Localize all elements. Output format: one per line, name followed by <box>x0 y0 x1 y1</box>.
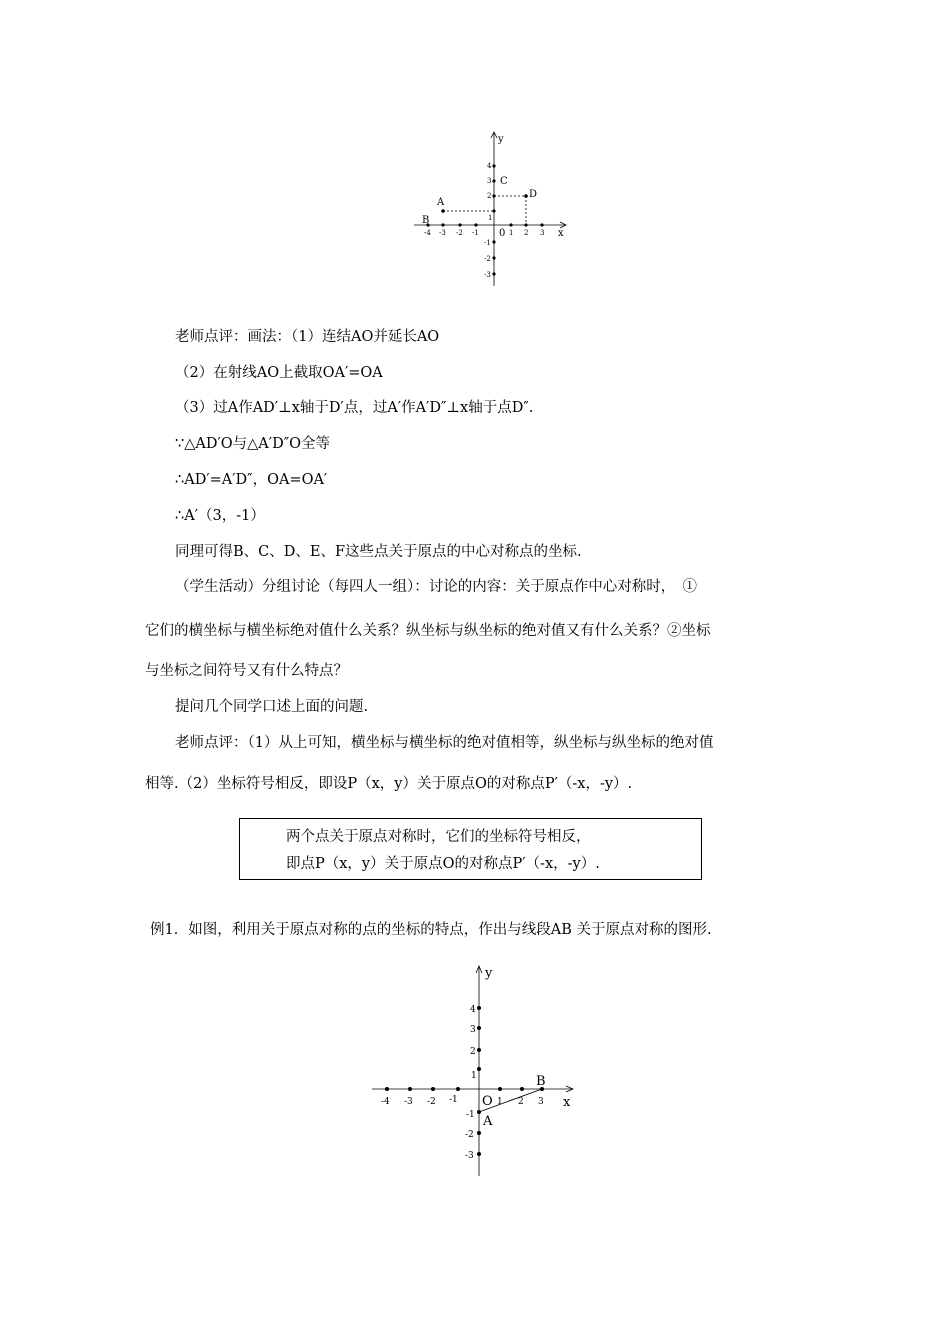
x-tick-dot <box>408 1087 412 1091</box>
x-tick-dot <box>540 223 543 226</box>
x-tick-dot <box>385 1087 389 1091</box>
x-tick-label: 3 <box>538 1097 544 1107</box>
y-tick-label: 1 <box>471 1071 477 1081</box>
x-tick-label: -3 <box>439 229 446 237</box>
y-tick-dot <box>492 164 495 167</box>
text-line: ∴A′（3，-1） <box>175 508 265 524</box>
y-tick-label: 2 <box>470 1047 476 1057</box>
point-label-b: B <box>422 215 430 226</box>
example-text: 例1．如图，利用关于原点对称的点的坐标的特点，作出与线段AB 关于原点对称的图形. <box>150 922 712 938</box>
x-tick-label: 3 <box>540 229 545 237</box>
x-tick-dot <box>520 1087 524 1091</box>
x-tick-label: -3 <box>404 1097 413 1107</box>
y-tick-dot <box>477 1152 481 1156</box>
text-line: 老师点评：画法：（1）连结AO并延长AO <box>175 329 440 345</box>
y-tick-label: 4 <box>470 1005 476 1015</box>
y-tick-dot <box>477 1131 481 1135</box>
x-axis-label: x <box>563 1095 571 1110</box>
text-line: 它们的横坐标与横坐标绝对值什么关系？纵坐标与纵坐标的绝对值又有什么关系？②坐标 <box>145 623 711 639</box>
text-line: 老师点评：（1）从上可知，横坐标与横坐标的绝对值相等，纵坐标与纵坐标的绝对值 <box>175 735 714 751</box>
point-label-d: D <box>529 189 538 200</box>
x-tick-label: -4 <box>381 1097 390 1107</box>
coordinate-figure-1 <box>410 128 580 288</box>
text-line: 同理可得B、C、D、E、F这些点关于原点的中心对称点的坐标. <box>175 544 582 560</box>
x-axis-label: x <box>558 228 564 239</box>
x-tick-dot <box>431 1087 435 1091</box>
text-line: 提问几个同学口述上面的问题. <box>175 699 369 715</box>
point-label-c: C <box>500 176 508 187</box>
summary-line: 即点P（x，y）关于原点O的对称点P′（-x，-y）. <box>286 856 600 872</box>
point-label-a: A <box>437 197 445 208</box>
point-label-a: A <box>483 1114 493 1129</box>
x-tick-label: 1 <box>497 1097 503 1107</box>
y-tick-label: -1 <box>466 1110 475 1120</box>
y-tick-label: 3 <box>470 1025 476 1035</box>
x-tick-dot <box>456 1087 460 1091</box>
x-tick-label: -1 <box>449 1095 458 1105</box>
x-tick-dot <box>524 223 527 226</box>
coordinate-figure-2 <box>368 962 580 1180</box>
text-line: 相等.（2）坐标符号相反，即设P（x，y）关于原点O的对称点P′（-x，-y）. <box>145 776 633 792</box>
x-tick-label: -4 <box>424 229 431 237</box>
y-tick-dot <box>492 179 495 182</box>
x-tick-label: -2 <box>456 229 463 237</box>
text-line: （学生活动）分组讨论（每四人一组）：讨论的内容：关于原点作中心对称时， ① <box>175 579 697 595</box>
origin-label: O <box>482 1094 493 1109</box>
y-tick-dot <box>492 240 495 243</box>
x-tick-label: 2 <box>524 229 529 237</box>
y-tick-label: 1 <box>488 214 493 222</box>
text-line: ∵△AD′O与△A′D″O全等 <box>175 436 330 452</box>
text-line: 与坐标之间符号又有什么特点？ <box>145 663 348 679</box>
y-tick-dot <box>477 1026 481 1030</box>
text-line: （2）在射线AO上截取OA′=OA <box>175 365 383 381</box>
y-tick-label: -2 <box>484 255 491 263</box>
x-tick-label: -1 <box>472 229 479 237</box>
summary-box <box>239 818 702 880</box>
y-tick-dot <box>492 256 495 259</box>
y-tick-label: -2 <box>465 1130 474 1140</box>
y-tick-dot <box>492 272 495 275</box>
x-tick-dot <box>441 223 444 226</box>
y-tick-dot <box>477 1067 481 1071</box>
y-axis-label: y <box>485 966 493 981</box>
y-tick-label: -3 <box>465 1151 474 1161</box>
y-tick-dot <box>492 194 495 197</box>
y-axis-label: y <box>498 134 504 145</box>
x-tick-dot <box>474 223 477 226</box>
x-tick-dot <box>458 223 461 226</box>
y-tick-label: 4 <box>487 162 492 170</box>
y-tick-label: -3 <box>484 271 491 279</box>
origin-label: 0 <box>499 228 506 239</box>
x-tick-label: 1 <box>509 229 514 237</box>
point-a <box>441 209 445 213</box>
x-tick-label: 2 <box>518 1097 524 1107</box>
text-line: ∴AD′=A′D″，OA=OA′ <box>175 472 328 488</box>
y-tick-dot <box>477 1006 481 1010</box>
y-tick-dot <box>477 1048 481 1052</box>
y-tick-label: 2 <box>487 192 492 200</box>
x-tick-label: -2 <box>427 1097 436 1107</box>
point-d <box>524 194 528 198</box>
point-label-b: B <box>536 1074 546 1089</box>
point-a <box>477 1110 481 1114</box>
x-tick-dot <box>498 1087 502 1091</box>
text-line: （3）过A作AD′⊥x轴于D′点，过A′作A′D″⊥x轴于点D″. <box>175 400 534 416</box>
y-tick-label: 3 <box>487 177 492 185</box>
y-tick-dot <box>492 209 495 212</box>
y-tick-label: -1 <box>484 239 491 247</box>
summary-line: 两个点关于原点对称时，它们的坐标符号相反， <box>286 829 591 845</box>
x-tick-dot <box>509 223 512 226</box>
